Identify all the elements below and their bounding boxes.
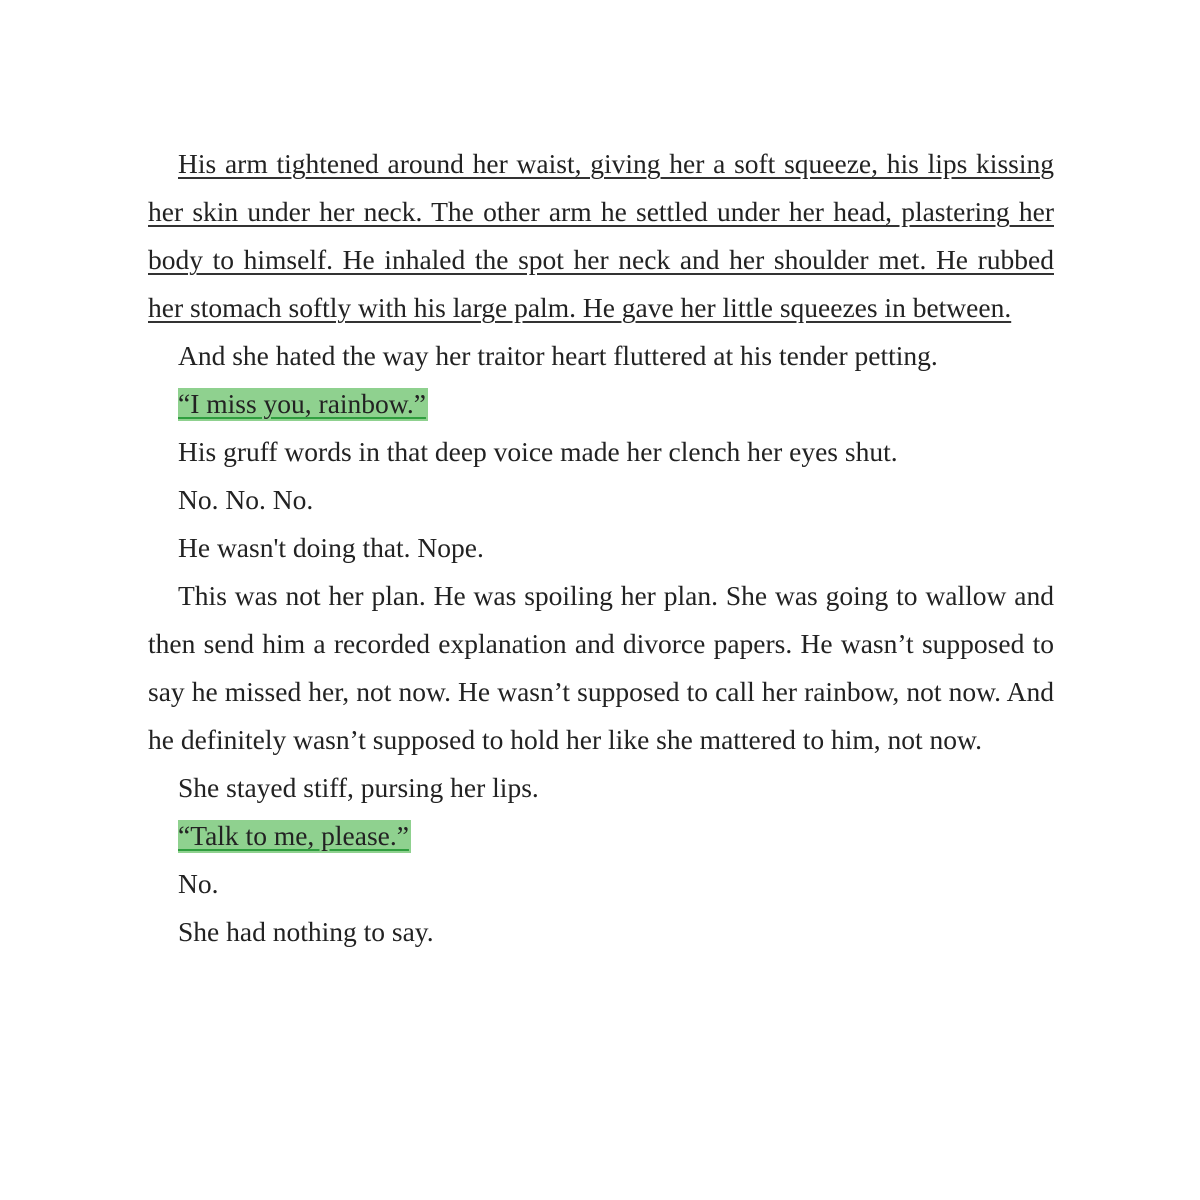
underlined-passage: His arm tightened around her waist, giving her a soft squeeze, his lips kissing her skin under her neck. The other arm he settled under her head, plastering her body to himself. He inhaled the spot her neck and her shoulder met. He rubbed her stomach softly with his large palm. He gave her little squeezes in between. xyxy=(148,148,1054,323)
paragraph-8: She stayed stiff, pursing her lips. xyxy=(178,772,539,803)
paragraph-9 xyxy=(148,812,1054,860)
paragraph-2: And she hated the way her traitor heart fluttered at his tender petting. xyxy=(178,340,938,371)
paragraph-1 xyxy=(148,140,1054,332)
paragraph-10: No. xyxy=(178,868,219,899)
paragraph-4: His gruff words in that deep voice made her clench her eyes shut. xyxy=(178,436,898,467)
paragraph-7: This was not her plan. He was spoiling her plan. She was going to wallow and then send him a recorded explanation and divorce papers. He wasn’t supposed to say he missed her, not now. He wasn’t supposed to call her rainbow, not now. And he definitely wasn’t supposed to hold her like she mattered to him, not now. xyxy=(148,580,1054,755)
paragraph-3 xyxy=(148,380,1054,428)
highlighted-quote: “Talk to me, please.” xyxy=(178,820,409,851)
paragraph-5: No. No. No. xyxy=(178,484,314,515)
book-page xyxy=(148,140,1054,956)
highlighted-quote: “I miss you, rainbow.” xyxy=(178,388,426,419)
paragraph-6: He wasn't doing that. Nope. xyxy=(178,532,484,563)
paragraph-11: She had nothing to say. xyxy=(178,916,434,947)
